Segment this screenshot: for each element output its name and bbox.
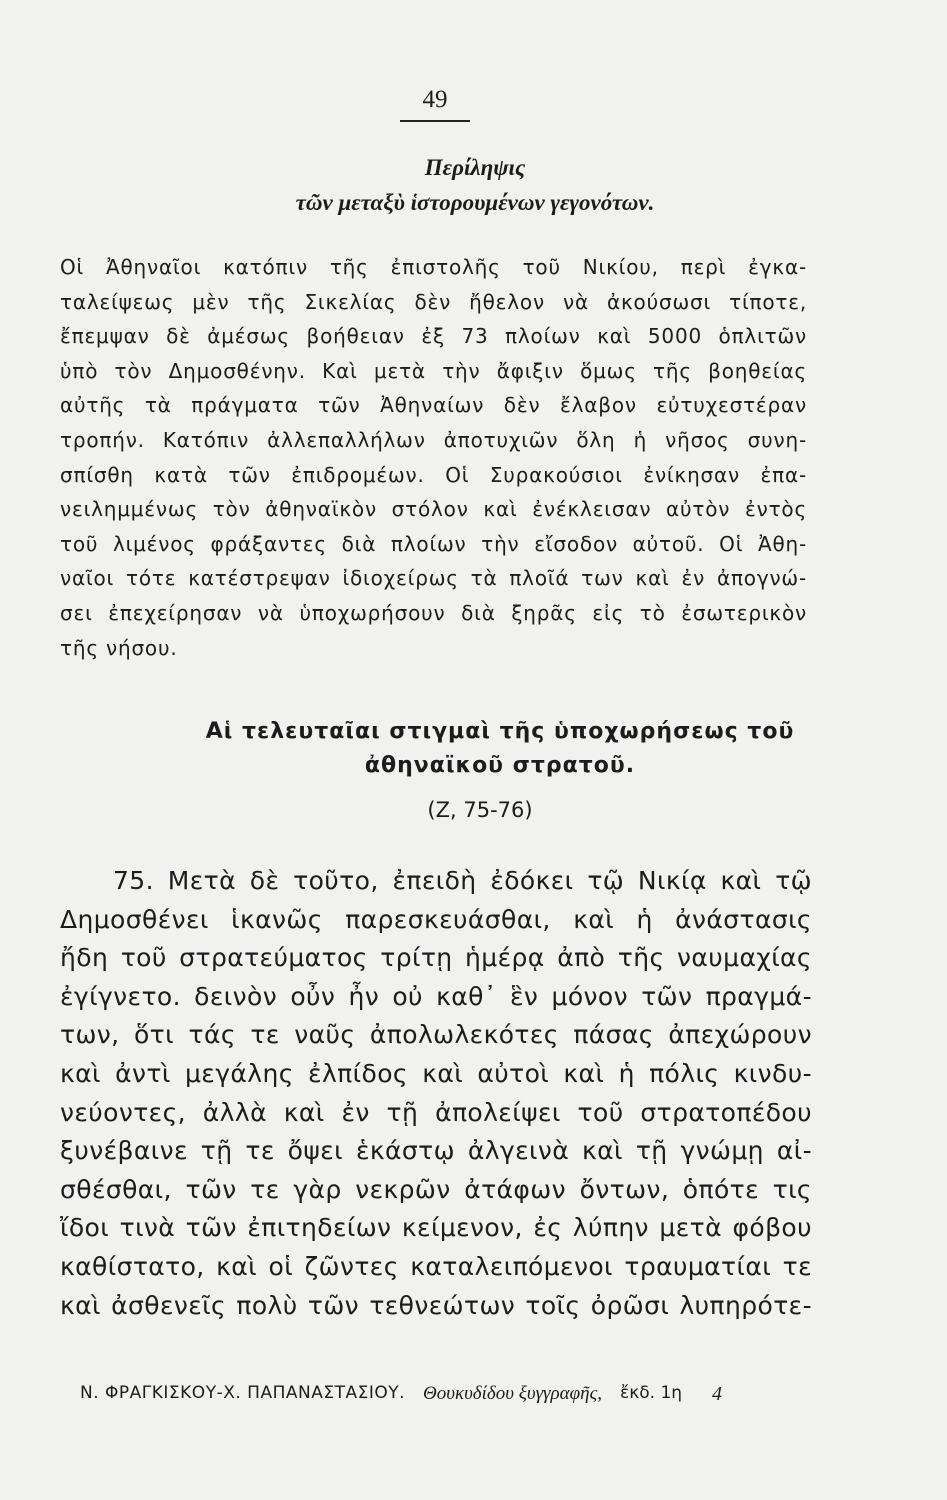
- text-line: καὶ ἀσθενεῖς πολὺ τῶν τεθνεώτων τοῖς ὀρῶσι λυπηρότε-: [60, 1290, 812, 1320]
- text-line: ἐγίγνετο. δεινὸν οὖν ἦν οὐ καθ᾽ ἓν μόνον τῶν πραγμά-: [60, 981, 812, 1011]
- summary-line: τροπήν. Κατόπιν ἀλλεπαλλήλων ἀποτυχιῶν ὅλη ἡ νῆσος συνη-: [60, 427, 807, 452]
- summary-line: ἔπεμψαν δὲ ἀμέσως βοήθειαν ἐξ 73 πλοίων καὶ 5000 ὁπλιτῶν: [60, 324, 807, 349]
- text-line: των, ὅτι τάς τε ναῦς ἀπολωλεκότες πάσας ἀπεχώρουν: [60, 1020, 812, 1050]
- summary-title-line-2: τῶν μεταξὺ ἱστορουμένων γεγονότων.: [295, 190, 655, 215]
- footer-book-title: Θουκυδίδου ξυγγραφῆς,: [423, 1383, 603, 1404]
- summary-title-line-1: Περίληψις: [424, 155, 526, 180]
- summary-paragraph: [60, 250, 807, 665]
- text-line: ἤδη τοῦ στρατεύματος τρίτῃ ἡμέρᾳ ἀπὸ τῆς ναυμαχίας: [60, 943, 812, 973]
- summary-line: ὑπὸ τὸν Δημοσθένην. Καὶ μετὰ τὴν ἄφιξιν ὅμως τῆς βοηθείας: [60, 358, 807, 383]
- summary-line: ναῖοι τότε κατέστρεψαν ἰδιοχείρως τὰ πλοῖά των καὶ ἐν ἀπογνώ-: [60, 566, 807, 591]
- section-reference: (Ζ, 75-76): [427, 798, 533, 822]
- text-line: 75. Μετὰ δὲ τοῦτο, ἐπειδὴ ἐδόκει τῷ Νικίᾳ καὶ τῷ: [113, 866, 812, 895]
- summary-line: Οἱ Ἀθηναῖοι κατόπιν τῆς ἐπιστολῆς τοῦ Νικίου, περὶ ἐγκα-: [60, 255, 807, 279]
- text-line: καθίστατο, καὶ οἱ ζῶντες καταλειπόμενοι τραυματίαι τε: [60, 1251, 812, 1281]
- page-number-rule: [400, 120, 470, 122]
- footer-edition: ἔκδ. 1η: [620, 1383, 683, 1403]
- summary-line: ταλείψεως μὲν τῆς Σικελίας δὲν ἤθελον νὰ ἀκούσωσι τίποτε,: [60, 289, 807, 314]
- summary-line: νειλημμένως τὸν ἀθηναϊκὸν στόλον καὶ ἐνέκλεισαν αὐτὸν ἐντὸς: [60, 497, 807, 522]
- text-line: ἴδοι τινὰ τῶν ἐπιτηδείων κείμενον, ἐς λύπην μετὰ φόβου: [60, 1213, 812, 1243]
- section-heading: [60, 715, 940, 783]
- summary-line: τῆς νήσου.: [60, 635, 178, 660]
- text-line: ξυνέβαινε τῇ τε ὄψει ἑκάστῳ ἀλγεινὰ καὶ τῇ γνώμῃ αἰ-: [60, 1136, 812, 1166]
- footer-sheet-number: 4: [712, 1383, 723, 1405]
- main-text-paragraph: [60, 862, 812, 1325]
- summary-title: [60, 150, 890, 220]
- text-line: σθέσθαι, τῶν τε γὰρ νεκρῶν ἀτάφων ὄντων, ὁπότε τις: [60, 1174, 812, 1204]
- page-number: 49: [422, 86, 448, 113]
- summary-line: τοῦ λιμένος φράξαντες διὰ πλοίων τὴν εἴσοδον αὐτοῦ. Οἱ Ἀθη-: [60, 531, 807, 556]
- summary-line: αὐτῆς τὰ πράγματα τῶν Ἀθηναίων δὲν ἔλαβον εὐτυχεστέραν: [60, 393, 807, 418]
- section-heading-line-1: Αἱ τελευταῖαι στιγμαὶ τῆς ὑποχωρήσεως τοῦ: [205, 719, 795, 744]
- footer-author: Ν. ΦΡΑΓΚΙΣΚΟΥ-Χ. ΠΑΠΑΝΑΣΤΑΣΙΟΥ.: [80, 1383, 406, 1403]
- summary-line: σπίσθη κατὰ τῶν ἐπιδρομέων. Οἱ Συρακούσιοι ἐνίκησαν ἐπα-: [60, 462, 807, 487]
- text-line: καὶ ἀντὶ μεγάλης ἐλπίδος καὶ αὐτοὶ καὶ ἡ πόλις κινδυ-: [60, 1058, 812, 1088]
- text-line: Δημοσθένει ἱκανῶς παρεσκευάσθαι, καὶ ἡ ἀνάστασις: [60, 904, 812, 934]
- page-footer: [80, 1383, 820, 1406]
- summary-line: σει ἐπεχείρησαν νὰ ὑποχωρήσουν διὰ ξηρᾶς εἰς τὸ ἐσωτερικὸν: [60, 600, 807, 625]
- text-line: νεύοντες, ἀλλὰ καὶ ἐν τῇ ἀπολείψει τοῦ στρατοπέδου: [60, 1097, 812, 1127]
- section-heading-line-2: ἀθηναϊκοῦ στρατοῦ.: [364, 753, 636, 778]
